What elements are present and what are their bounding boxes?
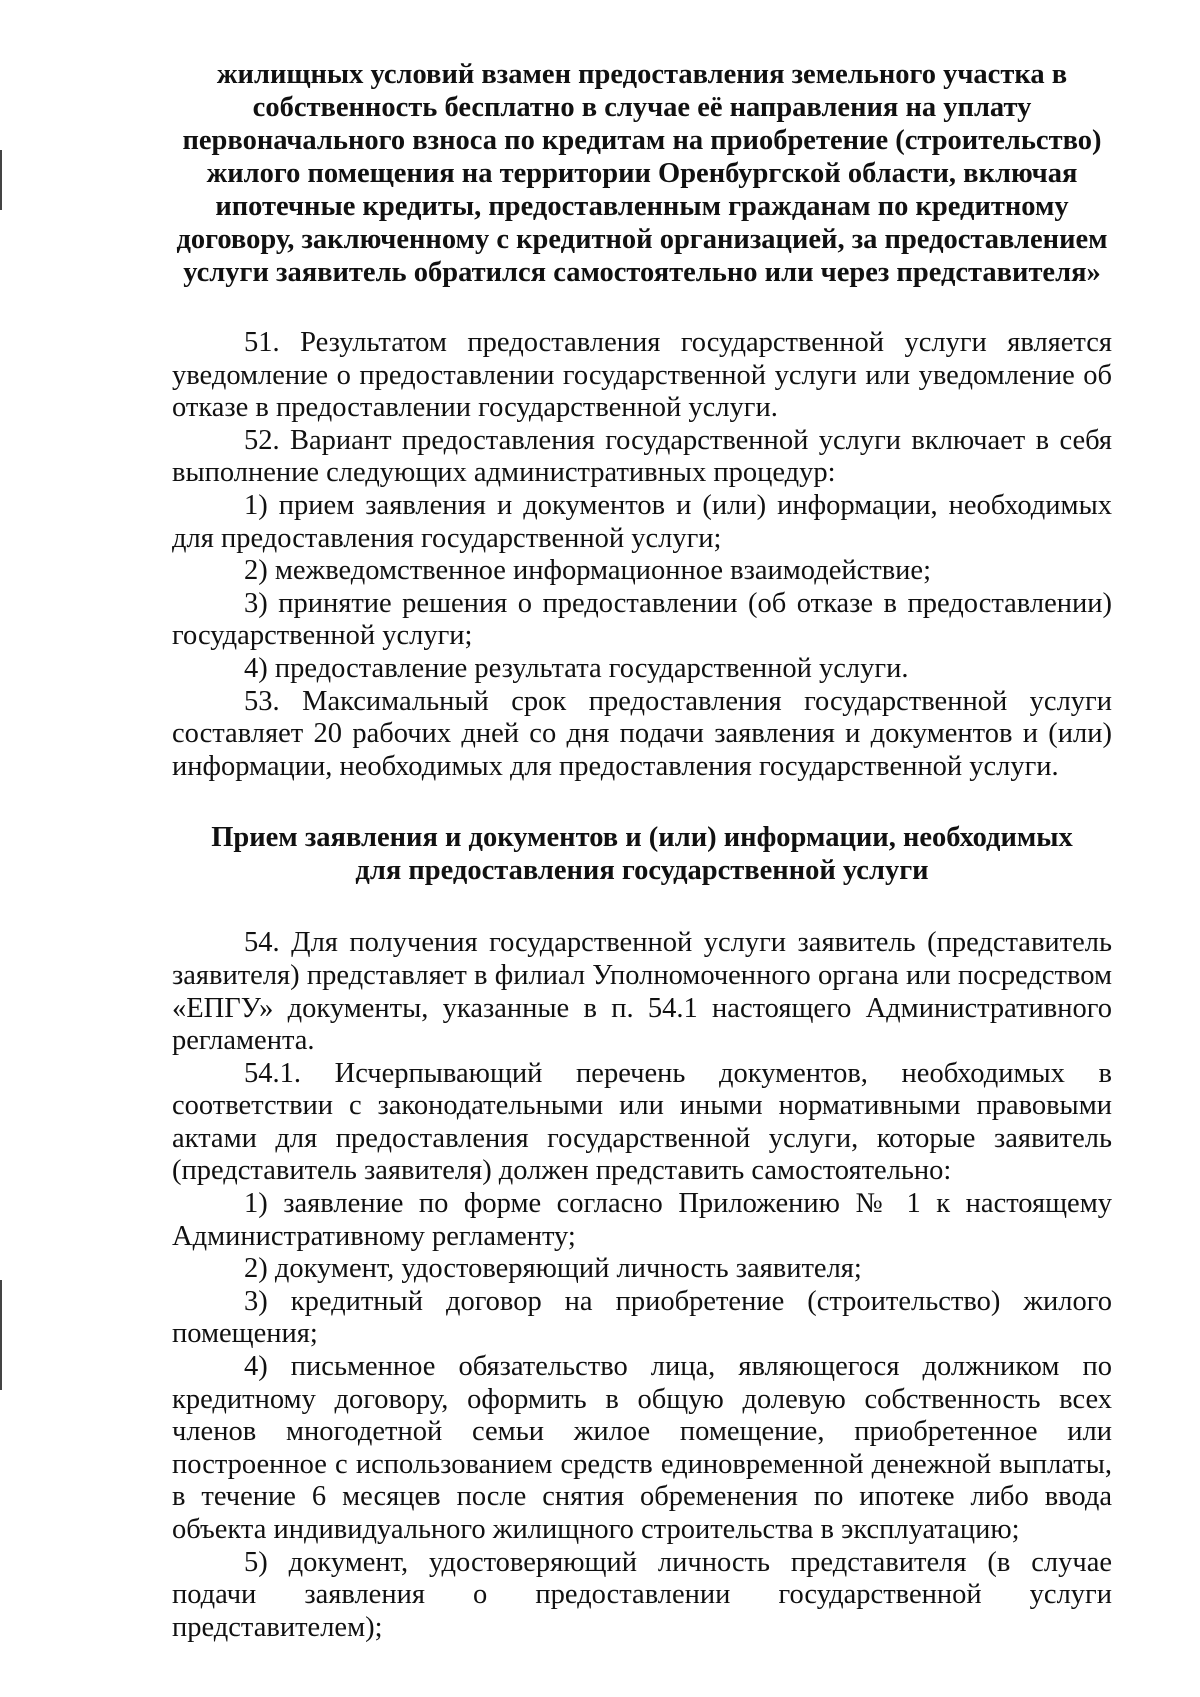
paragraph-53: 53. Максимальный срок предоставления государственной услуги составляет 20 рабочих дней со дня подачи заявления и документов и (или) информации, необходимых для предоставления государственной услуги.: [172, 685, 1112, 782]
heading-line: жилищных условий взамен предоставления земельного участка в: [216, 59, 1068, 90]
section-heading-continuation: [172, 58, 1112, 289]
heading-line: собственность бесплатно в случае её направления на уплату: [252, 92, 1032, 123]
section-heading-reception: [172, 821, 1112, 887]
list-item-54-1-5: 5) документ, удостоверяющий личность представителя (в случае подачи заявления о предоставлении государственной услуги представителем);: [172, 1546, 1112, 1643]
scan-edge-mark: [0, 1280, 2, 1390]
heading-line: первоначального взноса по кредитам на приобретение (строительство): [182, 125, 1102, 156]
list-item-54-1-2: 2) документ, удостоверяющий личность заявителя;: [244, 1253, 862, 1285]
paragraph-54-1: 54.1. Исчерпывающий перечень документов, необходимых в соответствии с законодательными или иными нормативными правовыми актами для предоставления государственной услуги, которые заявитель (представитель заявителя) должен представить самостоятельно:: [172, 1057, 1112, 1187]
document-page: [172, 58, 1112, 1644]
heading-line: услуги заявитель обратился самостоятельно или через представителя»: [183, 257, 1101, 288]
heading-line: Прием заявления и документов и (или) информации, необходимых: [211, 822, 1073, 854]
heading-line: ипотечные кредиты, предоставленным гражданам по кредитному: [215, 191, 1069, 222]
paragraph-52: 52. Вариант предоставления государственной услуги включает в себя выполнение следующих административных процедур:: [172, 424, 1112, 489]
paragraph-54: 54. Для получения государственной услуги заявитель (представитель заявителя) представляет в филиал Уполномоченного органа или посредством «ЕПГУ» документы, указанные в п. 54.1 настоящего Административного регламента.: [172, 927, 1112, 1057]
heading-line: жилого помещения на территории Оренбургской области, включая: [206, 158, 1078, 189]
paragraph-51: 51. Результатом предоставления государственной услуги является уведомление о предоставлении государственной услуги или уведомление об отказе в предоставлении государственной услуги.: [172, 327, 1112, 424]
list-item-52-2: 2) межведомственное информационное взаимодействие;: [244, 555, 931, 587]
list-item-52-1: 1) прием заявления и документов и (или) информации, необходимых для предоставления государственной услуги;: [172, 489, 1112, 554]
list-item-52-4: 4) предоставление результата государственной услуги.: [244, 652, 909, 684]
scan-edge-mark: [0, 150, 2, 210]
list-item-54-1-1: 1) заявление по форме согласно Приложению № 1 к настоящему Административному регламенту;: [172, 1188, 1112, 1252]
heading-line: договору, заключенному с кредитной организацией, за предоставлением: [176, 224, 1108, 255]
list-item-54-1-4: 4) письменное обязательство лица, являющегося должником по кредитному договору, оформить в общую долевую собственность всех членов многодетной семьи жилое помещение, приобретенное или построенное с использованием средств единовременной денежной выплаты, в течение 6 месяцев после снятия обременения по ипотеке либо ввода объекта индивидуального жилищного строительства в эксплуатацию;: [172, 1351, 1112, 1545]
heading-line: для предоставления государственной услуги: [355, 855, 929, 887]
list-item-54-1-3: 3) кредитный договор на приобретение (строительство) жилого помещения;: [172, 1285, 1112, 1350]
list-item-52-3: 3) принятие решения о предоставлении (об отказе в предоставлении) государственной услуги;: [172, 587, 1112, 652]
